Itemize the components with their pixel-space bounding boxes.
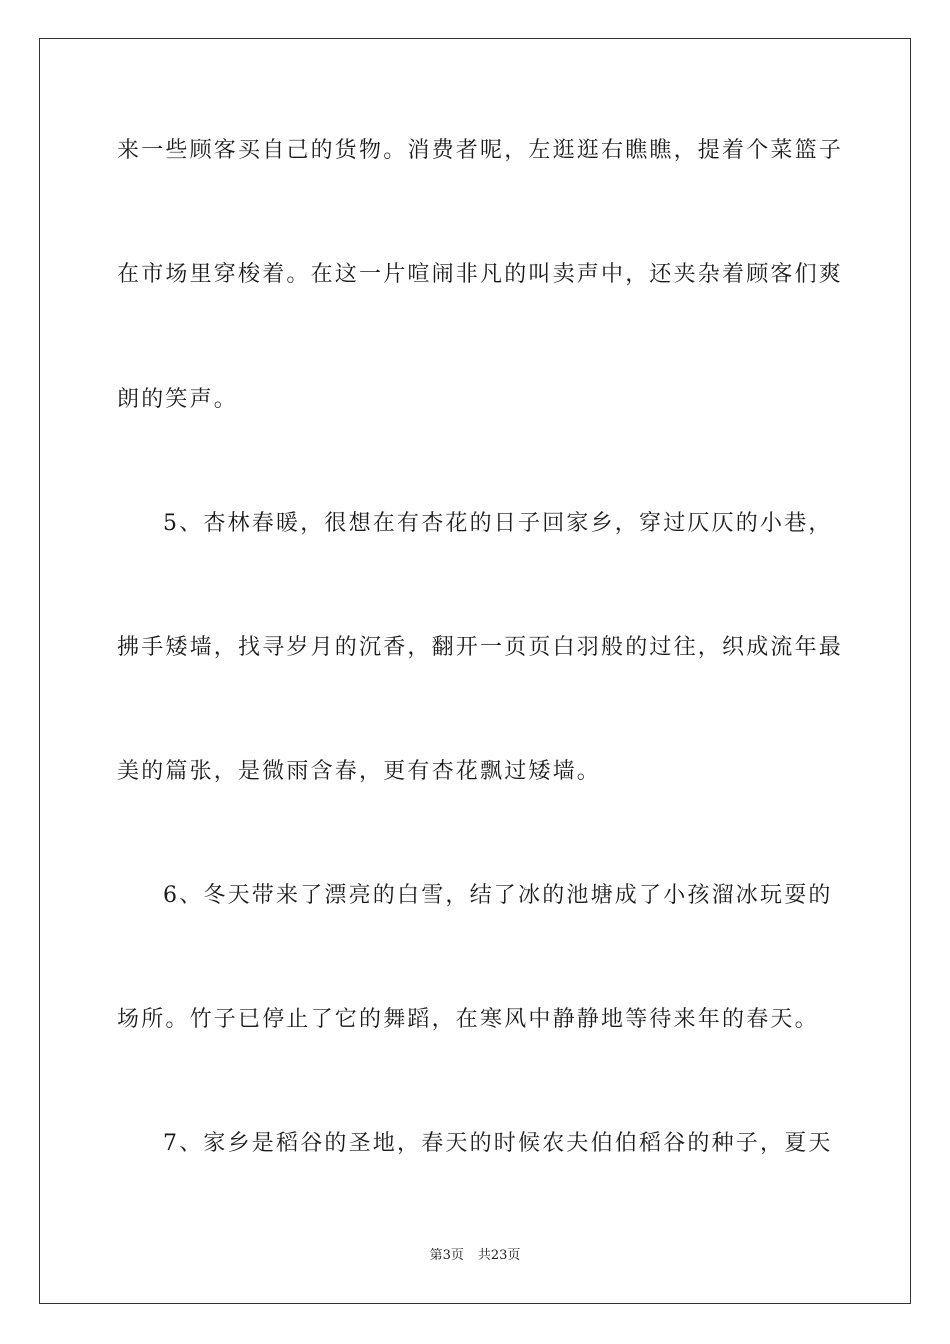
page-border: [39, 38, 911, 1304]
page-footer: [0, 1247, 950, 1265]
text-line-3: 朗的笑声。: [117, 387, 239, 412]
text-line-1: 来一些顾客买自己的货物。消费者呢，左逛逛右瞧瞧，提着个菜篮子: [117, 138, 844, 163]
text-line-2: 在市场里穿梭着。在这一片喧闹非凡的叫卖声中，还夹杂着顾客们爽: [117, 262, 844, 287]
text-line-5: 拂手矮墙，找寻岁月的沉香，翻开一页页白羽般的过往，织成流年最: [117, 635, 844, 660]
text-line-4: 5、杏林春暖，很想在有杏花的日子回家乡，穿过仄仄的小巷，: [163, 511, 833, 536]
text-line-7: 6、冬天带来了漂亮的白雪，结了冰的池塘成了小孩溜冰玩耍的: [163, 883, 833, 908]
page-total: 共23页: [477, 1248, 521, 1263]
text-line-6: 美的篇张，是微雨含春，更有杏花飘过矮墙。: [117, 759, 602, 784]
page-number: 第3页: [429, 1248, 464, 1263]
text-line-8: 场所。竹子已停止了它的舞蹈，在寒风中静静地等待来年的春天。: [117, 1007, 819, 1032]
text-line-9: 7、家乡是稻谷的圣地，春天的时候农夫伯伯稻谷的种子，夏天: [163, 1131, 833, 1156]
